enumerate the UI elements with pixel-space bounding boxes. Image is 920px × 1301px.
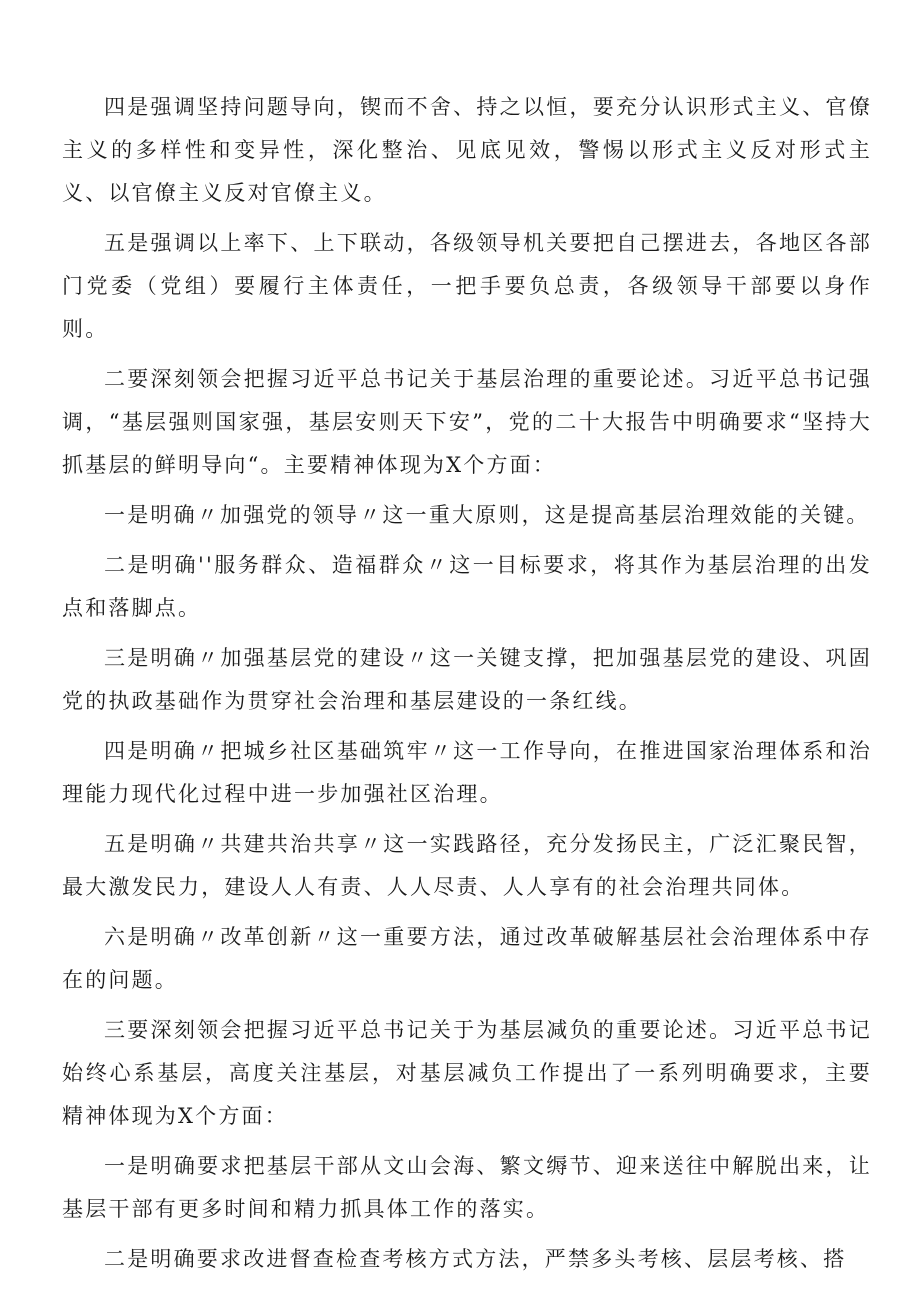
paragraph-8: 五是明确〃共建共治共享〃这一实践路径，充分发扬民主，广泛汇聚民智，最大激发民力，建设人人有责、人人尽责、人人享有的社会治理共同体。 bbox=[62, 832, 872, 899]
paragraph-1: 四是强调坚持问题导向，锲而不舍、持之以恒，要充分认识形式主义、官僚主义的多样性和变异性，深化整治、见底见效，警惕以形式主义反对形式主义、以官僚主义反对官僚主义。 bbox=[62, 95, 872, 205]
paragraph-5: 二是明确''服务群众、造福群众〃这一目标要求，将其作为基层治理的出发点和落脚点。 bbox=[62, 553, 872, 620]
paragraph-4: 一是明确〃加强党的领导〃这一重大原则，这是提高基层治理效能的关键。 bbox=[104, 503, 870, 527]
paragraph-12: 二是明确要求改进督查检查考核方式方法，严禁多头考核、层层考核、搭 bbox=[104, 1247, 847, 1271]
document-body bbox=[62, 86, 872, 1288]
paragraph-9: 六是明确〃改革创新〃这一重要方法，通过改革破解基层社会治理体系中存在的问题。 bbox=[62, 925, 872, 992]
paragraph-11: 一是明确要求把基层干部从文山会海、繁文缛节、迎来送往中解脱出来，让基层干部有更多时间和精力抓具体工作的落实。 bbox=[62, 1154, 872, 1221]
paragraph-10: 三要深刻领会把握习近平总书记关于为基层减负的重要论述。习近平总书记始终心系基层，高度关注基层，对基层减负工作提出了一系列明确要求，主要精神体现为X个方面： bbox=[62, 1018, 872, 1128]
paragraph-7: 四是明确〃把城乡社区基础筑牢〃这一工作导向，在推进国家治理体系和治理能力现代化过程中进一步加强社区治理。 bbox=[62, 739, 872, 806]
paragraph-3: 二要深刻领会把握习近平总书记关于基层治理的重要论述。习近平总书记强调，“基层强则国家强，基层安则天下安”，党的二十大报告中明确要求“坚持大抓基层的鲜明导向“。主要精神体现为X个方面： bbox=[62, 367, 872, 477]
paragraph-6: 三是明确〃加强基层党的建设〃这一关键支撑，把加强基层党的建设、巩固党的执政基础作为贯穿社会治理和基层建设的一条红线。 bbox=[62, 646, 872, 713]
paragraph-2: 五是强调以上率下、上下联动，各级领导机关要把自己摆进去，各地区各部门党委（党组）要履行主体责任，一把手要负总责，各级领导干部要以身作则。 bbox=[62, 231, 872, 341]
